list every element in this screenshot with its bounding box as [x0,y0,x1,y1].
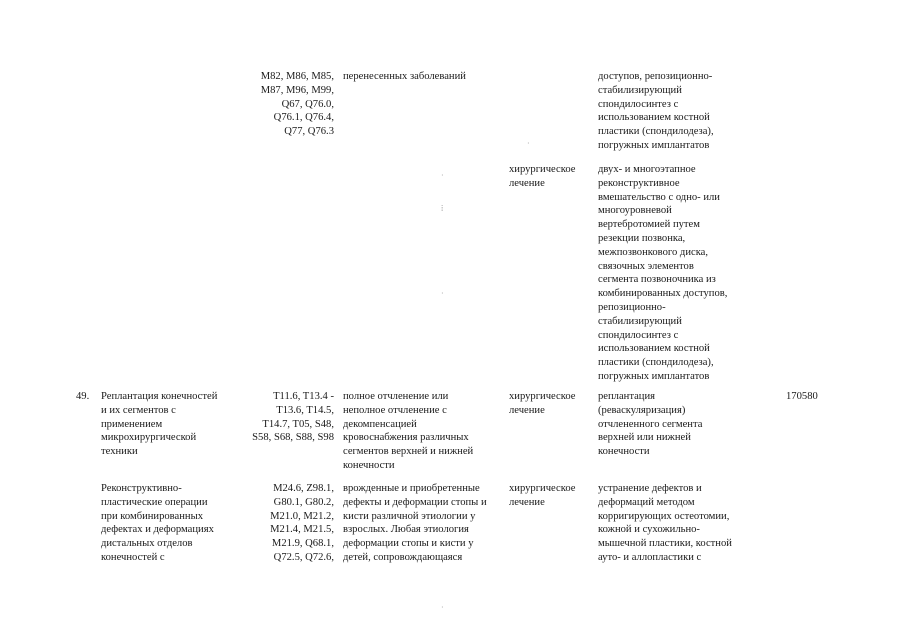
scan-speck: · [441,289,444,298]
icd-codes-cell: T11.6, T13.4 - T13.6, T14.5, T14.7, T05, S48, S58, S68, S88, S98 [252,391,334,444]
care-type-name-cell: Реконструктивно- пластические операции при комбинированных дефектах и деформациях дистальных отделов конечностей с [101,483,214,563]
treatment-type-cell: хирургическое лечение [509,483,576,508]
treatment-method-cell: реплантация (реваскуляризация) отчлененного сегмента верхней или нижней конечности [598,391,703,458]
treatment-method-cell: устранение дефектов и деформаций методом корригирующих остеотомии, кожной и сухожильно- мышечной пластики, костной ауто- и аллопластики с [598,483,732,563]
scan-speck: ⁞ [441,204,444,213]
patient-model-cell: врожденные и приобретенные дефекты и деформации стопы и кисти различной этиологии у взрослых. Любая этиология деформации стопы и кисти у детей, сопровождающаяся [343,483,487,563]
icd-codes-cell: M82, M86, M85, M87, M96, M99, Q67, Q76.0, Q76.1, Q76.4, Q77, Q76.3 [260,71,334,138]
care-type-name-cell: Реплантация конечностей и их сегментов с применением микрохирургической техники [101,391,218,458]
treatment-type-cell: хирургическое лечение [509,391,576,416]
treatment-type-cell: хирургическое лечение [509,164,576,189]
patient-model-cell: полное отчленение или неполное отчленение с декомпенсацией кровоснабжения различных сегментов верхней и нижней конечности [343,391,474,471]
row-number-cell: 49. [76,391,90,402]
scan-speck: · [441,603,444,612]
scan-speck: · [441,171,444,180]
treatment-method-cell: двух- и многоэтапное реконструктивное вмешательство с одно- или многоуровневой вертебротомией путем резекции позвонка, межпозвонкового диска, связочных элементов сегмента позвоночника из комбинированных доступов, репозиционно- стабилизирующий спондилосинтез с использованием костной пластики (спондилодеза), погружных имплантатов [598,164,728,382]
icd-codes-cell: M24.6, Z98.1, G80.1, G80.2, M21.0, M21.2, M21.4, M21.5, M21.9, Q68.1, Q72.5, Q72.6, [270,483,334,563]
scan-speck: · [527,139,530,148]
patient-model-cell: перенесенных заболеваний [343,71,466,82]
treatment-method-cell: доступов, репозиционно- стабилизирующий спондилосинтез с использованием костной пластики (спондилодеза), погружных имплантатов [598,71,714,151]
funding-amount-cell: 170580 [786,391,818,402]
